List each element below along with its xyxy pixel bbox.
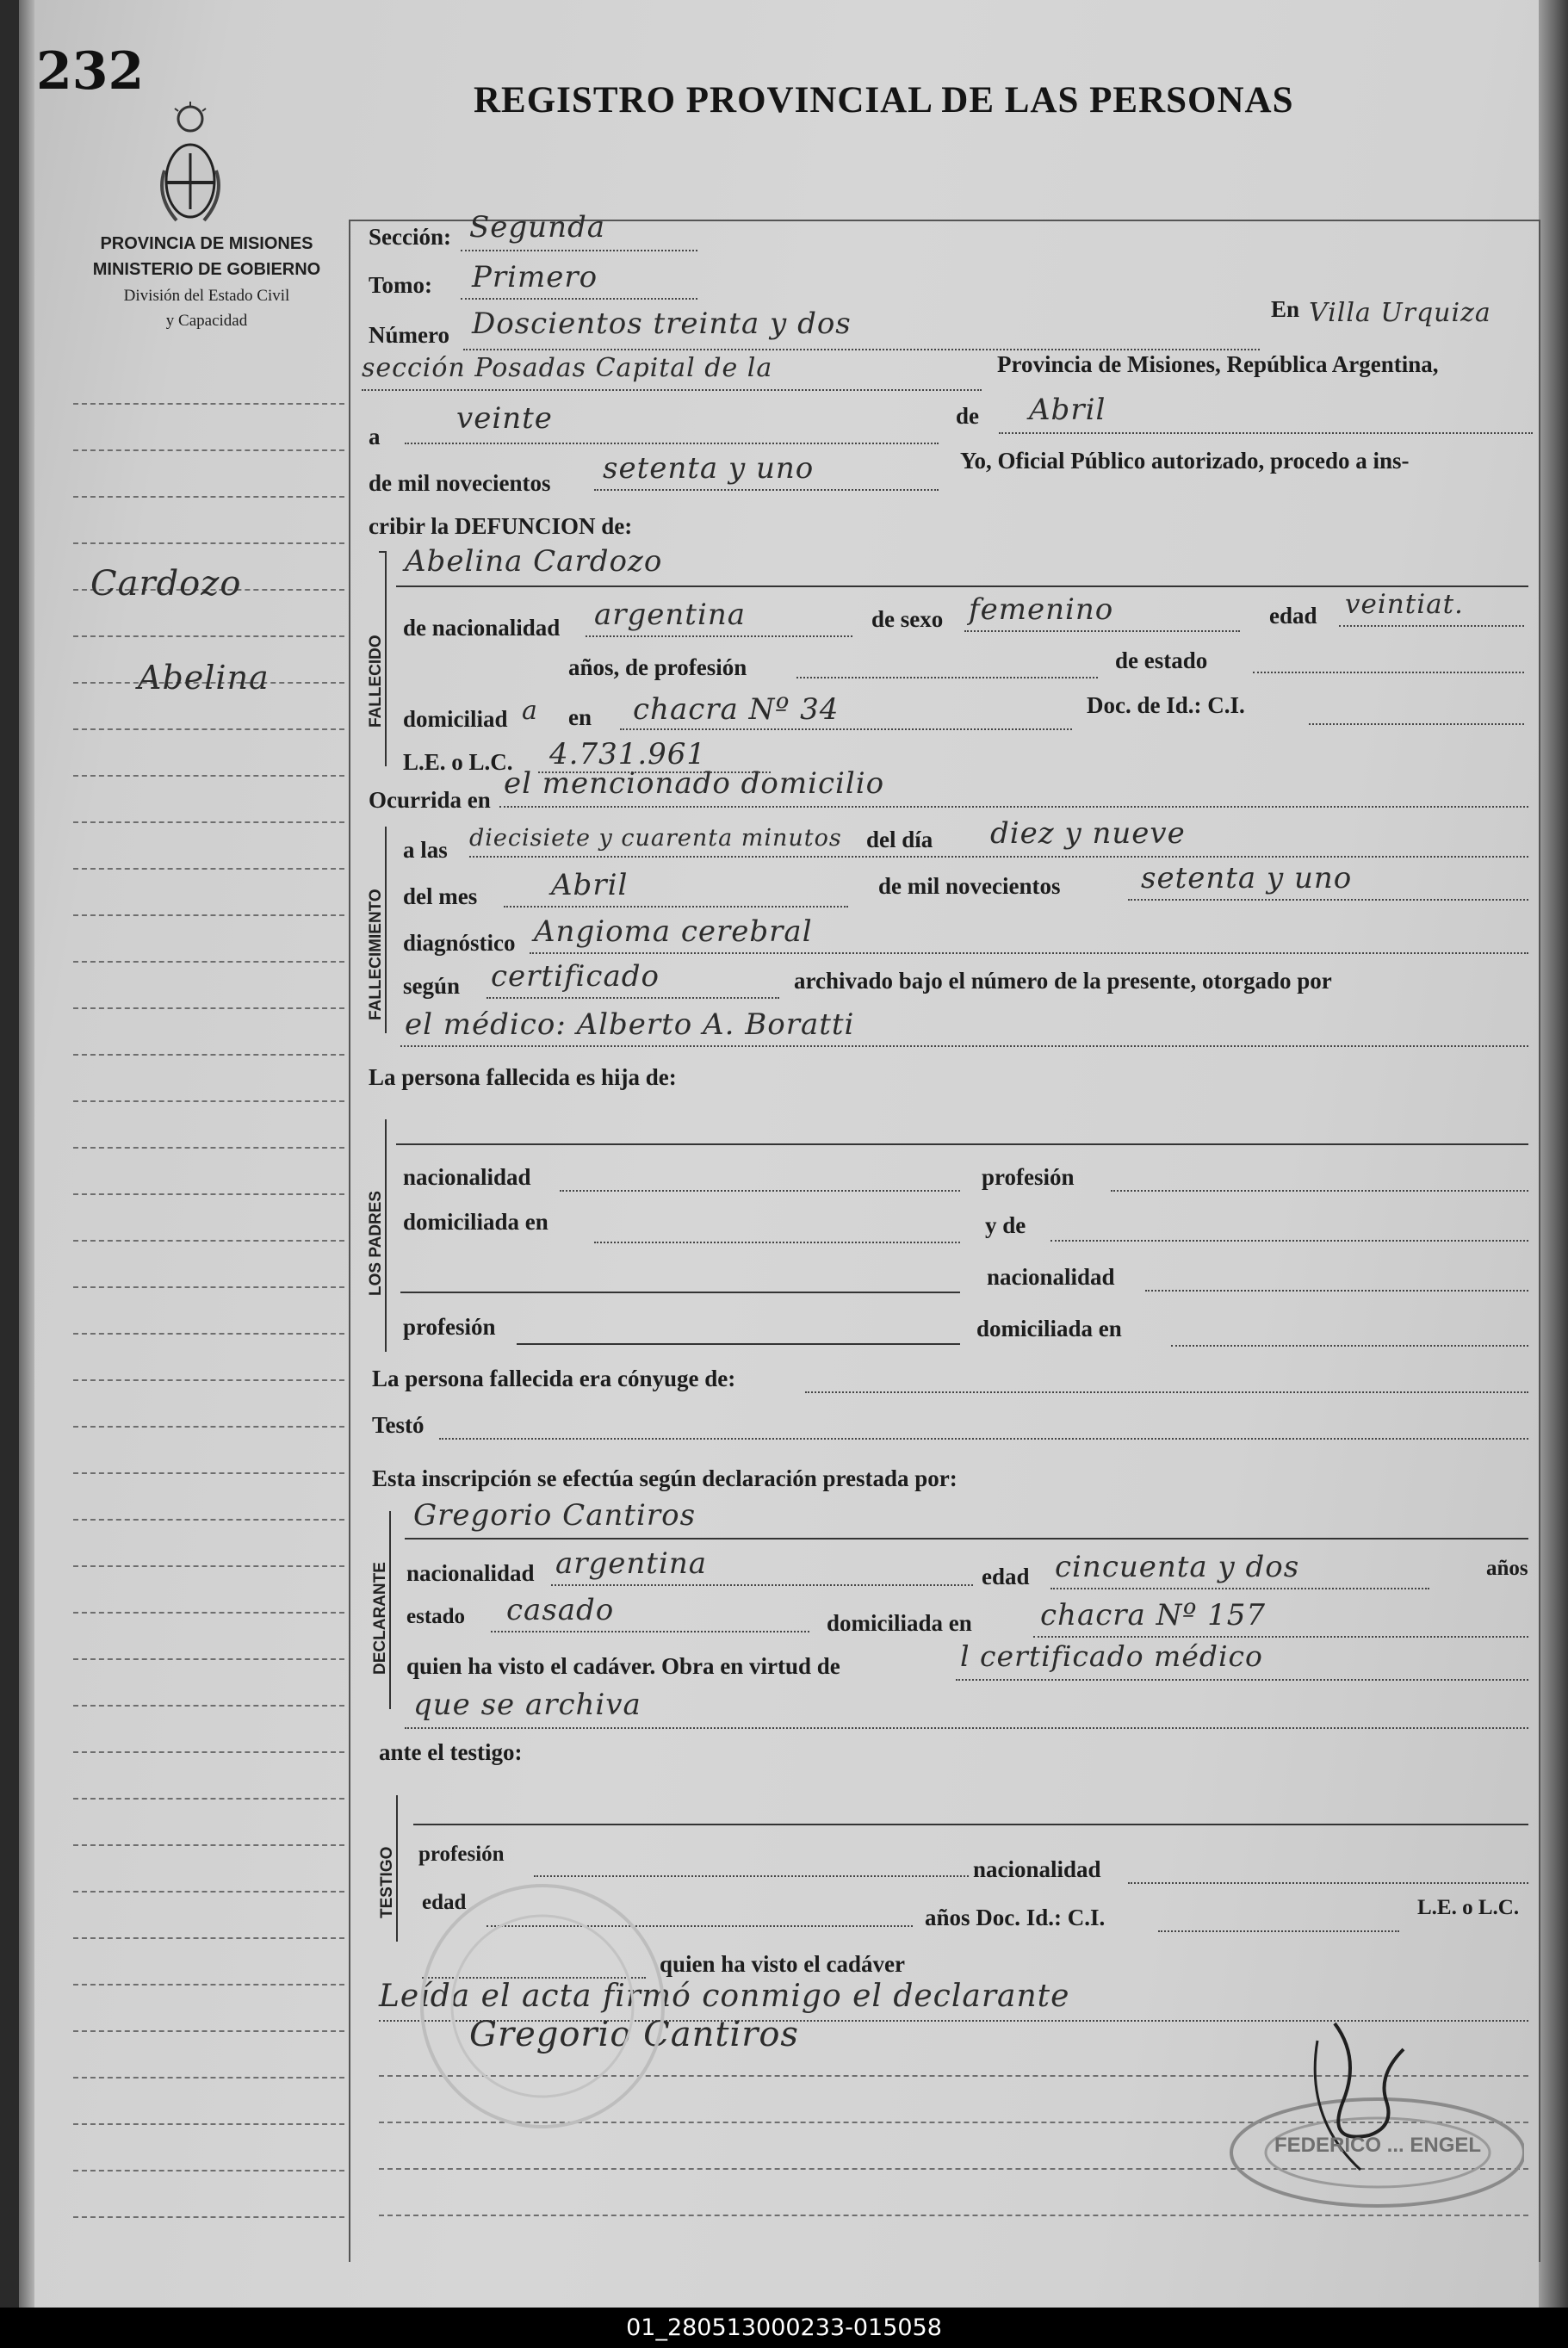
- padres-profesion2-label: profesión: [403, 1314, 496, 1340]
- alas-label: a las: [403, 837, 448, 863]
- decl-nac-line: [551, 1584, 973, 1586]
- margin-rule: [73, 2216, 344, 2218]
- ocurrida-label: Ocurrida en: [369, 787, 491, 813]
- decl-dom-line: [1033, 1636, 1528, 1638]
- declarante-estado-value: casado: [506, 1593, 615, 1627]
- decl-virtud-line2: [405, 1727, 1528, 1729]
- footer-image-id: 01_280513000233-015058: [626, 2314, 942, 2341]
- margin-rule: [73, 1007, 344, 1009]
- margin-rule: [73, 1891, 344, 1893]
- margin-rule: [73, 1472, 344, 1474]
- sexo-line: [964, 630, 1240, 632]
- declarante-estado-label: estado: [406, 1605, 466, 1628]
- le-label: L.E. o L.C.: [403, 749, 513, 775]
- seccion-value: Segunda: [469, 210, 606, 245]
- declarante-nacionalidad-label: nacionalidad: [406, 1560, 535, 1586]
- archivado-text: archivado bajo el número de la presente, otorgado por: [794, 968, 1332, 994]
- provincia-text: Provincia de Misiones, República Argentina,: [997, 351, 1439, 377]
- margin-rule: [73, 1286, 344, 1288]
- padres-dom-line: [594, 1242, 960, 1243]
- margin-rule: [73, 1193, 344, 1195]
- margin-rule: [73, 775, 344, 777]
- margin-rule: [73, 1379, 344, 1381]
- estado-label: de estado: [1115, 647, 1208, 673]
- seccion-capital-value: sección Posadas Capital de la: [362, 353, 773, 383]
- margin-rule: [73, 1612, 344, 1614]
- margin-rule: [73, 868, 344, 870]
- margin-rule: [73, 542, 344, 544]
- decl-estado-line: [491, 1631, 809, 1632]
- name-line: [396, 585, 1528, 587]
- inscribir-text: cribir la DEFUNCION de:: [369, 513, 633, 539]
- numero-label: Número: [369, 322, 449, 348]
- testo-line: [439, 1438, 1528, 1440]
- anio-line: [594, 489, 939, 491]
- document-title: REGISTRO PROVINCIAL DE LAS PERSONAS: [474, 80, 1294, 121]
- profesion-line: [796, 677, 1098, 678]
- del-dia-label: del día: [866, 827, 933, 852]
- margin-rule: [73, 496, 344, 498]
- padres-domiciliada-label: domiciliada en: [403, 1209, 548, 1235]
- domicilio-en-label: en: [568, 704, 592, 730]
- mes-line2: [504, 906, 848, 908]
- en-label: En: [1271, 296, 1300, 322]
- fallecimiento-section-label: FALLECIMIENTO: [367, 889, 385, 1020]
- tomo-line: [461, 298, 697, 300]
- madre-dom-line: [1171, 1345, 1528, 1347]
- margin-surname: Cardozo: [90, 564, 242, 604]
- form-rule: [379, 2215, 1528, 2216]
- binding-edge: [0, 0, 19, 2308]
- margin-rule: [73, 1751, 344, 1753]
- institution-capacity: y Capacidad: [165, 312, 248, 330]
- declarante-edad-label: edad: [982, 1564, 1030, 1589]
- nacionalidad-line: [586, 635, 852, 637]
- margin-rule: [73, 728, 344, 730]
- domicilio-line: [620, 728, 1072, 730]
- mil-label-2: de mil novecientos: [878, 873, 1061, 899]
- le-value: 4.731.961: [549, 737, 707, 771]
- segun-line: [487, 997, 779, 999]
- nacionalidad-label: de nacionalidad: [403, 615, 561, 641]
- testigo-doc-label: años Doc. Id.: C.I.: [925, 1905, 1106, 1930]
- margin-rule: [73, 2030, 344, 2032]
- testigo-nac-line: [1128, 1882, 1528, 1884]
- mes-value: Abril: [1029, 393, 1106, 427]
- margin-rule: [73, 1147, 344, 1149]
- margin-rule: [73, 1519, 344, 1521]
- margin-rule: [73, 1333, 344, 1335]
- estado-line: [1253, 672, 1524, 673]
- edad-label: edad: [1269, 603, 1317, 629]
- a-label: a: [369, 424, 381, 449]
- declarante-domicilio-value: chacra Nº 157: [1040, 1598, 1267, 1632]
- margin-given-name: Abelina: [138, 659, 270, 697]
- padres-nac-line: [560, 1190, 960, 1192]
- testigo-nacionalidad-label: nacionalidad: [973, 1856, 1101, 1882]
- right-page-edge: [1539, 0, 1568, 2308]
- declarante-section-label: DECLARANTE: [371, 1562, 389, 1675]
- oficial-text: Yo, Oficial Público autorizado, procedo a ins-: [960, 448, 1410, 474]
- numero-value: Doscientos treinta y dos: [472, 307, 852, 341]
- declarante-name-line: [405, 1538, 1528, 1540]
- padres-prof2-line: [517, 1343, 960, 1345]
- y-de-label: y de: [985, 1212, 1026, 1238]
- madre-name-line: [1050, 1240, 1528, 1242]
- edad-value: veintiat.: [1345, 589, 1464, 620]
- testigo-edad-label: edad: [422, 1891, 467, 1914]
- margin-rule: [73, 449, 344, 451]
- domiciliada-suffix: a: [522, 696, 538, 726]
- diagnostico-line: [530, 952, 1528, 954]
- margin-rule: [73, 1426, 344, 1428]
- de-label: de: [956, 403, 979, 429]
- domicilio-value: chacra Nº 34: [633, 692, 840, 727]
- anio-line2: [1128, 899, 1528, 901]
- margin-rule: [73, 1240, 344, 1242]
- margin-rule: [73, 961, 344, 963]
- margin-rule: [73, 635, 344, 637]
- margin-rule: [73, 1054, 344, 1056]
- closing-text: Leída el acta firmó conmigo el declarante: [379, 1979, 1070, 2014]
- diagnostico-value: Angioma cerebral: [534, 914, 813, 949]
- margin-rule: [73, 1937, 344, 1939]
- faint-seal-icon: [413, 1877, 672, 2135]
- testigo-intro: ante el testigo:: [379, 1739, 523, 1765]
- declarant-signature: Gregorio Cantiros: [469, 2015, 799, 2054]
- segun-value: certificado: [491, 959, 660, 994]
- sexo-value: femenino: [969, 592, 1114, 627]
- medico-line: [400, 1045, 1528, 1047]
- padres-intro: La persona fallecida es hija de:: [369, 1064, 677, 1090]
- tomo-label: Tomo:: [369, 272, 433, 298]
- testigo-section-label: TESTIGO: [378, 1846, 396, 1918]
- sexo-label: de sexo: [871, 606, 944, 632]
- testigo-name-line: [413, 1824, 1528, 1825]
- nacionalidad-value: argentina: [594, 598, 747, 632]
- capital-line: [362, 389, 982, 391]
- padres-profesion-label: profesión: [982, 1164, 1075, 1190]
- doc-line: [1309, 723, 1524, 725]
- fallecimiento-mes-value: Abril: [551, 868, 629, 902]
- deceased-name: Abelina Cardozo: [405, 544, 663, 579]
- margin-rule: [73, 1984, 344, 1986]
- fallecimiento-anio-value: setenta y uno: [1141, 861, 1353, 895]
- margin-rule: [73, 2123, 344, 2125]
- mes-line: [999, 432, 1533, 434]
- ocurrida-value: el mencionado domicilio: [504, 766, 885, 801]
- dia-line: [405, 443, 939, 444]
- mil-label: de mil novecientos: [369, 470, 551, 496]
- official-stamp-icon: [1188, 2006, 1524, 2213]
- margin-rule: [73, 1658, 344, 1660]
- declarante-virtud-value2: que se archiva: [413, 1688, 641, 1722]
- footer-bar: [0, 2308, 1568, 2348]
- doc-id-label: Doc. de Id.: C.I.: [1087, 692, 1245, 718]
- padre-name-line: [396, 1143, 1528, 1145]
- padres-nacionalidad2-label: nacionalidad: [987, 1264, 1115, 1290]
- testigo-visto-text: quien ha visto el cadáver: [660, 1951, 906, 1977]
- hora-value: diecisiete y cuarenta minutos: [469, 825, 842, 852]
- diagnostico-label: diagnóstico: [403, 930, 516, 956]
- declarante-anios-label: años: [1486, 1557, 1528, 1580]
- margin-rule: [73, 1565, 344, 1567]
- declarante-domiciliada-label: domiciliada en: [827, 1610, 972, 1636]
- institution-division: División del Estado Civil: [123, 287, 290, 305]
- margin-rule: [73, 2170, 344, 2171]
- inscripcion-text: Esta inscripción se efectúa según declaración prestada por:: [372, 1465, 958, 1491]
- en-value: Villa Urquiza: [1309, 298, 1491, 328]
- margin-rule: [73, 2077, 344, 2079]
- stamp-text: FEDERICO ... ENGEL: [1274, 2134, 1482, 2157]
- margin-rule: [73, 914, 344, 916]
- testigo-doc-line: [1158, 1930, 1399, 1932]
- padres-domiciliada2-label: domiciliada en: [976, 1316, 1122, 1341]
- conyuge-line: [805, 1391, 1528, 1393]
- margin-rule: [73, 1100, 344, 1102]
- padres-prof-line: [1111, 1190, 1528, 1192]
- fallecido-section-label: FALLECIDO: [367, 635, 385, 728]
- institution-ministry: MINISTERIO DE GOBIERNO: [92, 260, 321, 279]
- declarante-virtud-value: l certificado médico: [960, 1639, 1263, 1673]
- anios-profesion-label: años, de profesión: [568, 654, 747, 680]
- seccion-label: Sección:: [369, 224, 451, 250]
- declarante-visto-text: quien ha visto el cadáver. Obra en virtud de: [406, 1653, 840, 1679]
- anio-value: setenta y uno: [603, 451, 815, 486]
- edad-line: [1339, 625, 1524, 627]
- fallecimiento-dia-value: diez y nueve: [990, 816, 1186, 851]
- margin-rule: [73, 1844, 344, 1846]
- segun-label: según: [403, 973, 461, 999]
- page-number: 232: [36, 41, 145, 102]
- testigo-le-label: L.E. o L.C.: [1417, 1896, 1520, 1919]
- margin-rule: [73, 403, 344, 405]
- del-mes-label: del mes: [403, 883, 478, 909]
- ocurrida-line: [499, 806, 1528, 808]
- declarante-nacionalidad-value: argentina: [555, 1546, 708, 1581]
- conyuge-intro: La persona fallecida era cónyuge de:: [372, 1366, 736, 1391]
- padres-extra-line: [400, 1292, 960, 1293]
- decl-edad-line: [1050, 1588, 1429, 1589]
- margin-rule: [73, 821, 344, 823]
- declarante-edad-value: cincuenta y dos: [1055, 1550, 1300, 1584]
- margin-rule: [73, 1705, 344, 1707]
- margin-rule: [73, 1798, 344, 1800]
- tomo-value: Primero: [472, 260, 598, 294]
- institution-province: PROVINCIA DE MISIONES: [100, 234, 313, 253]
- testo-label: Testó: [372, 1412, 425, 1438]
- domiciliada-label: domiciliad: [403, 706, 508, 732]
- testigo-profesion-label: profesión: [418, 1843, 505, 1866]
- medico-value: el médico: Alberto A. Boratti: [405, 1007, 855, 1042]
- binding-shadow: [19, 0, 34, 2308]
- seccion-line: [461, 250, 697, 251]
- numero-line: [463, 349, 1260, 350]
- hora-line: [469, 856, 1528, 858]
- dia-value: veinte: [456, 401, 553, 436]
- decl-virtud-line: [956, 1679, 1528, 1681]
- padres-nacionalidad-label: nacionalidad: [403, 1164, 531, 1190]
- madre-nac-line: [1145, 1290, 1528, 1292]
- padres-section-label: LOS PADRES: [367, 1190, 385, 1296]
- coat-of-arms-icon: [159, 102, 221, 231]
- declarante-name: Gregorio Cantiros: [413, 1498, 697, 1533]
